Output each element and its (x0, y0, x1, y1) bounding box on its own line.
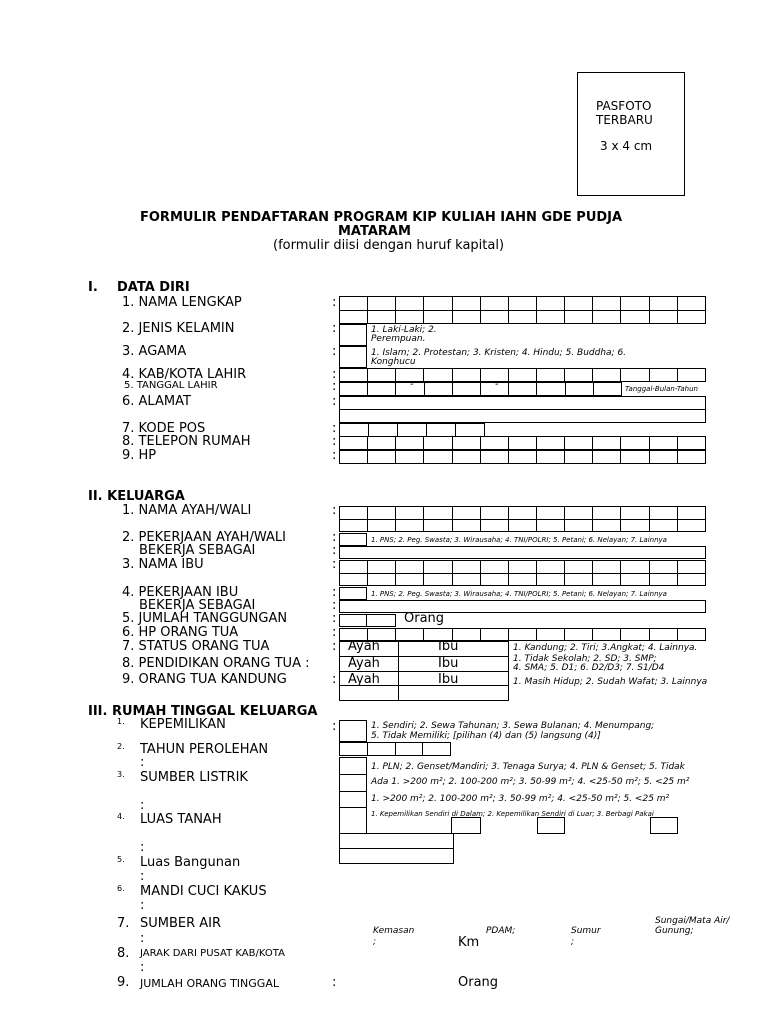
item-number: 9. (117, 975, 130, 990)
ibu-label: Ibu (438, 672, 459, 687)
section-1-heading: DATA DIRI (117, 280, 190, 295)
colon: : (332, 639, 337, 654)
ibu-label: Ibu (438, 639, 459, 654)
label-kab-kota-lahir: 4. KAB/KOTA LAHIR (122, 367, 247, 382)
hp-orang-tua-grid[interactable] (339, 628, 706, 641)
item-number: 4. (117, 812, 125, 821)
air-option-pdam: PDAM; (486, 926, 516, 936)
bekerja-sebagai-ayah-field[interactable] (339, 546, 706, 559)
photo-label-1: PASFOTO (596, 99, 652, 113)
item-number: 1. (117, 717, 125, 726)
pekerjaan-ayah-box[interactable] (339, 533, 367, 546)
kode-pos-grid[interactable] (339, 423, 485, 437)
label-luas-bangunan: Luas Bangunan (140, 855, 241, 870)
colon: : (140, 869, 145, 884)
colon: : (332, 379, 337, 394)
form-subtitle: (formulir diisi dengan huruf kapital) (273, 238, 505, 253)
label-nama-lengkap: 1. NAMA LENGKAP (122, 295, 242, 310)
item-number: 3. (117, 770, 125, 779)
form-title: FORMULIR PENDAFTARAN PROGRAM KIP KULIAH IAHN GDE PUDJA (140, 210, 623, 225)
colon: : (332, 295, 337, 310)
air-option-sungai: Sungai/Mata Air/ (655, 916, 730, 926)
alamat-line-1[interactable] (339, 396, 706, 410)
tanggungan-box-1[interactable] (339, 614, 367, 627)
label-tanggal-lahir: 5. TANGGAL LAHIR (124, 380, 218, 391)
ayah-label: Ayah (348, 639, 380, 654)
air-option-sumur: Sumur (571, 926, 601, 936)
section-3-heading: III. RUMAH TINGGAL KELUARGA (88, 704, 318, 719)
orang-label: Orang (458, 975, 499, 990)
label-jumlah-orang-tinggal: JUMLAH ORANG TINGGAL (140, 977, 279, 990)
colon: : (332, 344, 337, 359)
km-label: Km (458, 935, 480, 950)
jenis-kelamin-options: 1. Laki-Laki; 2. (371, 325, 437, 335)
tanggal-format-note: Tanggal-Bulan-Tahun (625, 385, 698, 393)
listrik-box[interactable] (339, 757, 367, 775)
item-number: 5. (117, 855, 125, 864)
label-alamat: 6. ALAMAT (122, 394, 191, 409)
colon: : (332, 421, 337, 436)
label-jenis-kelamin: 2. JENIS KELAMIN (122, 321, 235, 336)
label-agama: 3. AGAMA (122, 344, 187, 359)
tanggal-lahir-grid[interactable] (339, 382, 622, 396)
label-luas-tanah: LUAS TANAH (140, 812, 222, 827)
label-hp: 9. HP (122, 448, 157, 463)
mck-options: 1. Kepemilikan Sendiri di Dalam; 2. Kepemilikan Sendiri di Luar; 3. Berbagi Pakai (371, 810, 654, 818)
colon: : (332, 611, 337, 626)
item-number: 7. (117, 916, 130, 931)
label-hp-orang-tua: 6. HP ORANG TUA (122, 625, 239, 640)
kepemilikan-options-2: 5. Tidak Memiliki; [pilihan (4) dan (5) langsung (4)] (371, 731, 601, 741)
ayah-label: Ayah (348, 672, 380, 687)
jenis-kelamin-options-2: Perempuan. (371, 334, 426, 344)
label-nama-ibu: 3. NAMA IBU (122, 557, 204, 572)
label-jumlah-tanggungan: 5. JUMLAH TANGGUNGAN (122, 611, 288, 626)
colon: : (332, 625, 337, 640)
item-number: 6. (117, 884, 125, 893)
label-orang-tua-kandung: 9. ORANG TUA KANDUNG (122, 672, 287, 687)
colon: : (332, 557, 337, 572)
photo-size: 3 x 4 cm (600, 139, 653, 153)
item-number: 8. (117, 946, 130, 961)
kepemilikan-options: 1. Sendiri; 2. Sewa Tahunan; 3. Sewa Bulanan; 4. Menumpang; (371, 721, 655, 731)
label-pendidikan-orang-tua: 8. PENDIDIKAN ORANG TUA : (122, 656, 310, 671)
air-box-pdam[interactable] (451, 817, 481, 834)
pekerjaan-ibu-box[interactable] (339, 587, 367, 600)
colon: : (332, 598, 337, 613)
colon: : (332, 975, 337, 990)
luas-tanah-options: Ada 1. >200 m²; 2. 100-200 m²; 3. 50-99 m²; 4. <25-50 m²; 5. <25 m² (371, 777, 690, 787)
label-pekerjaan-ibu: 4. PEKERJAAN IBU (122, 585, 239, 600)
luas-bangunan-box[interactable] (339, 791, 367, 808)
listrik-options: 1. PLN; 2. Genset/Mandiri; 3. Tenaga Surya; 4. PLN & Genset; 5. Tidak (371, 762, 685, 772)
item-number: 2. (117, 742, 125, 751)
alamat-line-2[interactable] (339, 409, 706, 423)
label-status-orang-tua: 7. STATUS ORANG TUA (122, 639, 270, 654)
label-kepemilikan: KEPEMILIKAN (140, 717, 226, 732)
kepemilikan-box[interactable] (339, 720, 367, 742)
date-separator: - (495, 379, 499, 390)
date-separator: - (410, 379, 414, 390)
section-1-number: I. (88, 280, 98, 295)
colon: : (332, 367, 337, 382)
colon: : (332, 394, 337, 409)
label-tahun-perolehan: TAHUN PEROLEHAN (140, 742, 269, 757)
agama-options: 1. Islam; 2. Protestan; 3. Kristen; 4. Hindu; 5. Buddha; 6. (371, 348, 627, 358)
jarak-field[interactable] (339, 833, 454, 849)
jenis-kelamin-box[interactable] (339, 324, 367, 346)
label-nama-ayah: 1. NAMA AYAH/WALI (122, 503, 252, 518)
nama-ibu-grid[interactable] (339, 560, 706, 586)
air-option-kemasan: Kemasan (373, 926, 415, 936)
tahun-perolehan-grid[interactable] (339, 742, 451, 756)
colon: : (140, 960, 145, 975)
pekerjaan-options: 1. PNS; 2. Peg. Swasta; 3. Wirausaha; 4. TNI/POLRI; 5. Petani; 6. Nelayan; 7. Lainnya (371, 590, 667, 598)
form-title-2: MATARAM (338, 224, 411, 239)
label-sumber-listrik: SUMBER LISTRIK (140, 770, 248, 785)
label-jarak: JARAK DARI PUSAT KAB/KOTA (140, 948, 285, 959)
air-option-semicolon: ; (571, 937, 575, 947)
air-box-sumur[interactable] (537, 817, 565, 834)
label-kode-pos: 7. KODE POS (122, 421, 206, 436)
colon: : (140, 840, 145, 855)
photo-box (577, 72, 685, 196)
colon: : (140, 755, 145, 770)
tanggungan-box-2[interactable] (366, 614, 396, 627)
colon: : (140, 931, 145, 946)
hp-grid[interactable] (339, 450, 706, 464)
colon: : (332, 543, 337, 558)
bekerja-sebagai-ibu-field[interactable] (339, 600, 706, 613)
jumlah-orang-field[interactable] (339, 848, 454, 864)
agama-options-2: Konghucu (371, 357, 416, 367)
colon: : (332, 719, 337, 734)
colon: : (332, 585, 337, 600)
section-2-heading: II. KELUARGA (88, 489, 185, 504)
label-telepon-rumah: 8. TELEPON RUMAH (122, 434, 251, 449)
colon: : (332, 321, 337, 336)
colon: : (140, 898, 145, 913)
label-sumber-air: SUMBER AIR (140, 916, 222, 931)
telepon-grid[interactable] (339, 436, 706, 450)
luas-tanah-box[interactable] (339, 774, 367, 792)
air-box-sungai[interactable] (650, 817, 678, 834)
colon: : (332, 434, 337, 449)
nama-lengkap-grid[interactable] (339, 296, 706, 324)
label-pekerjaan-ayah: 2. PEKERJAAN AYAH/WALI (122, 530, 286, 545)
air-option-semicolon: ; (373, 937, 377, 947)
photo-label-2: TERBARU (596, 113, 653, 127)
pendidikan-options: 1. Tidak Sekolah; 2. SD; 3. SMP; (513, 654, 657, 664)
agama-box[interactable] (339, 346, 367, 368)
colon: : (140, 798, 145, 813)
label-bekerja-sebagai: BEKERJA SEBAGAI (139, 598, 256, 613)
colon: : (332, 530, 337, 545)
colon: : (332, 672, 337, 687)
colon: : (332, 503, 337, 518)
kab-kota-grid[interactable] (339, 368, 706, 382)
label-bekerja-sebagai: BEKERJA SEBAGAI (139, 543, 256, 558)
status-options: 1. Kandung; 2. Tiri; 3.Angkat; 4. Lainnya. (513, 643, 698, 653)
colon: : (332, 448, 337, 463)
pendidikan-options-2: 4. SMA; 5. D1; 6. D2/D3; 7. S1/D4 (513, 663, 665, 673)
ayah-label: Ayah (348, 656, 380, 671)
luas-bangunan-options: 1. >200 m²; 2. 100-200 m²; 3. 50-99 m²; 4. <25-50 m²; 5. <25 m² (371, 794, 670, 804)
orang-label: Orang (404, 611, 445, 626)
kandung-options: 1. Masih Hidup; 2. Sudah Wafat; 3. Lainnya (513, 677, 708, 687)
label-mandi-cuci-kakus: MANDI CUCI KAKUS (140, 884, 267, 899)
mck-box[interactable] (339, 807, 367, 834)
nama-ayah-grid[interactable] (339, 506, 706, 532)
pekerjaan-options: 1. PNS; 2. Peg. Swasta; 3. Wirausaha; 4. TNI/POLRI; 5. Petani; 6. Nelayan; 7. Lainnya (371, 536, 667, 544)
air-option-sungai-2: Gunung; (655, 926, 694, 936)
ibu-label: Ibu (438, 656, 459, 671)
